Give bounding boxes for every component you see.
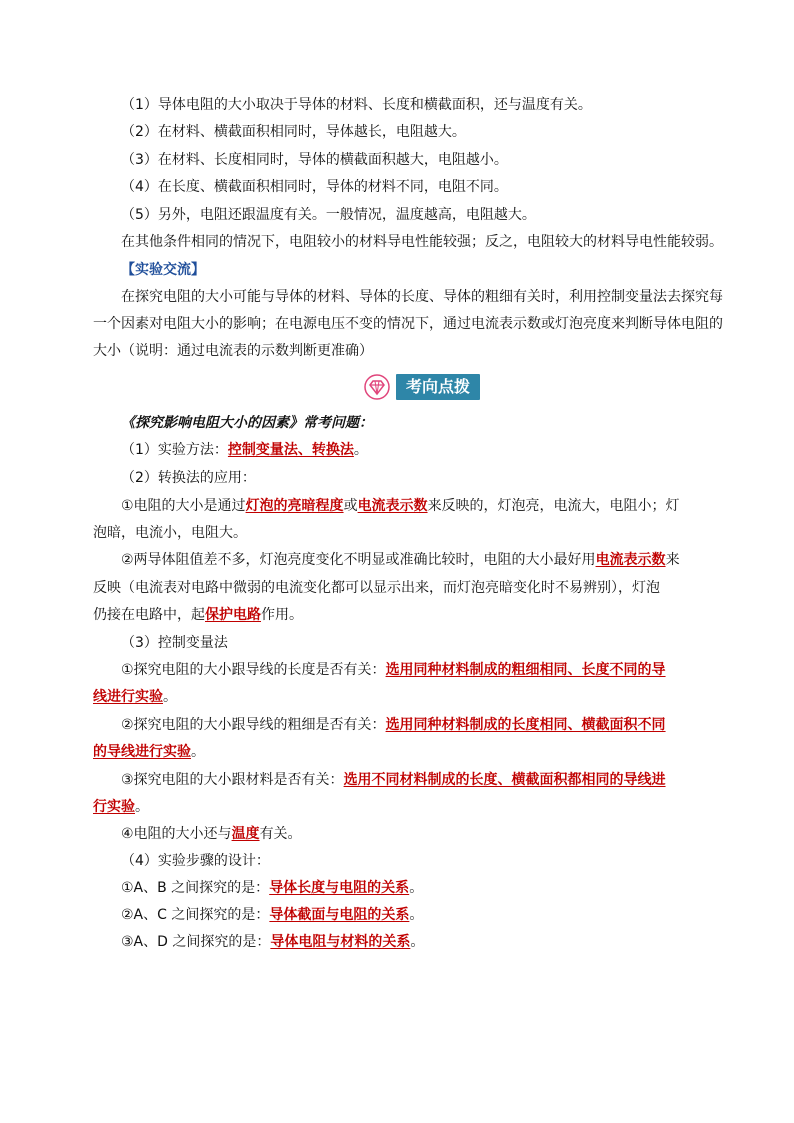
q1-answer: 控制变量法、转换法 bbox=[227, 442, 354, 458]
q4-s1-end: 。 bbox=[409, 880, 424, 896]
conclusion-5: （5）另外，电阻还跟温度有关。一般情况，温度越高，电阻越大。 bbox=[121, 207, 536, 223]
q3-i1-line1 bbox=[121, 660, 666, 680]
q2-p2-c: 来 bbox=[665, 552, 680, 568]
q1-line bbox=[121, 440, 368, 460]
conclusion-3: （3）在材料、长度相同时，导体的横截面积越大，电阻越小。 bbox=[121, 152, 508, 168]
q3-i4-c: 有关。 bbox=[259, 826, 302, 842]
q3-i1-line2 bbox=[93, 687, 177, 707]
q2-heading: （2）转换法的应用： bbox=[121, 470, 256, 486]
q3-i3-line2 bbox=[93, 797, 149, 817]
conclusion-2: （2）在材料、横截面积相同时，导体越长，电阻越大。 bbox=[121, 124, 466, 140]
q4-s1-answer: 导体长度与电阻的关系 bbox=[269, 880, 410, 896]
q4-s3-answer: 导体电阻与材料的关系 bbox=[270, 934, 411, 950]
q3-i2-line2 bbox=[93, 742, 205, 762]
exchange-line-2: 一个因素对电阻大小的影响；在电源电压不变的情况下，通过电流表示数或灯泡亮度来判断导体电阻的 bbox=[93, 316, 723, 332]
q4-s1-a: ①A、B 之间探究的是： bbox=[121, 880, 270, 896]
q2-p2-a: ②两导体阻值差不多，灯泡亮度变化不明显或准确比较时，电阻的大小最好用 bbox=[121, 552, 596, 568]
topic-title: 《探究影响电阻大小的因素》常考问题： bbox=[121, 415, 373, 431]
q3-i2-answer-cont: 的导线进行实验 bbox=[93, 744, 191, 760]
q2-p1-answer-1: 灯泡的亮暗程度 bbox=[245, 498, 344, 514]
q3-i3-a: ③探究电阻的大小跟材料是否有关： bbox=[121, 772, 344, 788]
q3-i2-end: 。 bbox=[191, 744, 205, 760]
exchange-line-3: 大小（说明：通过电流表的示数判断更准确） bbox=[93, 343, 373, 359]
conclusion-4: （4）在长度、横截面积相同时，导体的材料不同，电阻不同。 bbox=[121, 179, 508, 195]
q4-step-3 bbox=[121, 932, 424, 952]
q3-i3-answer-cont: 行实验 bbox=[93, 799, 135, 815]
q3-i3-answer: 选用不同材料制成的长度、横截面积都相同的导线进 bbox=[343, 772, 666, 788]
q2-p2-line3 bbox=[93, 605, 303, 625]
q2-p2-g: 作用。 bbox=[261, 607, 303, 623]
q1-prefix: （1）实验方法： bbox=[121, 442, 228, 458]
diamond-gem-icon bbox=[364, 374, 390, 400]
q3-i3-line1 bbox=[121, 770, 666, 790]
q3-heading: （3）控制变量法 bbox=[121, 635, 228, 651]
q4-heading: （4）实验步骤的设计： bbox=[121, 853, 270, 869]
q2-p2-line1 bbox=[121, 550, 680, 570]
q2-p1-e: 来反映的，灯泡亮，电流大，电阻小；灯 bbox=[427, 498, 680, 514]
q4-step-2 bbox=[121, 905, 423, 925]
q3-i1-end: 。 bbox=[163, 689, 177, 705]
q2-p1-a: ①电阻的大小是通过 bbox=[121, 498, 246, 514]
q4-step-1 bbox=[121, 878, 423, 898]
exchange-heading: 【实验交流】 bbox=[121, 262, 205, 278]
q2-p1-line2: 泡暗，电流小，电阻大。 bbox=[93, 525, 247, 541]
q4-s3-end: 。 bbox=[410, 934, 425, 950]
q4-s3-a: ③A、D 之间探究的是： bbox=[121, 934, 271, 950]
q2-p2-line2: 反映（电流表对电路中微弱的电流变化都可以显示出来，而灯泡亮暗变化时不易辨别），灯泡 bbox=[93, 580, 660, 596]
q3-i2-answer: 选用同种材料制成的长度相同、横截面积不同 bbox=[385, 717, 666, 733]
q2-p1-answer-2: 电流表示数 bbox=[357, 498, 428, 514]
q3-i3-end: 。 bbox=[135, 799, 149, 815]
q3-i2-a: ②探究电阻的大小跟导线的粗细是否有关： bbox=[121, 717, 386, 733]
q2-p1-c: 或 bbox=[343, 498, 358, 514]
q2-p1-line1 bbox=[121, 496, 680, 516]
q3-i4-a: ④电阻的大小还与 bbox=[121, 826, 232, 842]
q4-s2-a: ②A、C 之间探究的是： bbox=[121, 907, 270, 923]
conclusion-1: （1）导体电阻的大小取决于导体的材料、长度和横截面积，还与温度有关。 bbox=[121, 97, 592, 113]
q3-i2-line1 bbox=[121, 715, 666, 735]
section-banner bbox=[364, 373, 480, 401]
exchange-line-1: 在探究电阻的大小可能与导体的材料、导体的长度、导体的粗细有关时，利用控制变量法去探究每 bbox=[121, 289, 723, 305]
q3-i1-a: ①探究电阻的大小跟导线的长度是否有关： bbox=[121, 662, 386, 678]
q2-p2-e: 仍接在电路中，起 bbox=[93, 607, 205, 623]
q3-i4-answer: 温度 bbox=[231, 826, 260, 842]
q3-i4-line bbox=[121, 824, 302, 844]
conclusion-summary: 在其他条件相同的情况下，电阻较小的材料导电性能较强；反之，电阻较大的材料导电性能较弱。 bbox=[121, 234, 723, 250]
q3-i1-answer: 选用同种材料制成的粗细相同、长度不同的导 bbox=[385, 662, 666, 678]
q4-s2-end: 。 bbox=[409, 907, 424, 923]
q1-suffix: 。 bbox=[353, 442, 368, 458]
q3-i1-answer-cont: 线进行实验 bbox=[93, 689, 163, 705]
banner-title: 考向点拨 bbox=[396, 374, 480, 400]
q2-p2-answer-1: 电流表示数 bbox=[595, 552, 666, 568]
q2-p2-answer-2: 保护电路 bbox=[205, 607, 261, 623]
q4-s2-answer: 导体截面与电阻的关系 bbox=[269, 907, 410, 923]
